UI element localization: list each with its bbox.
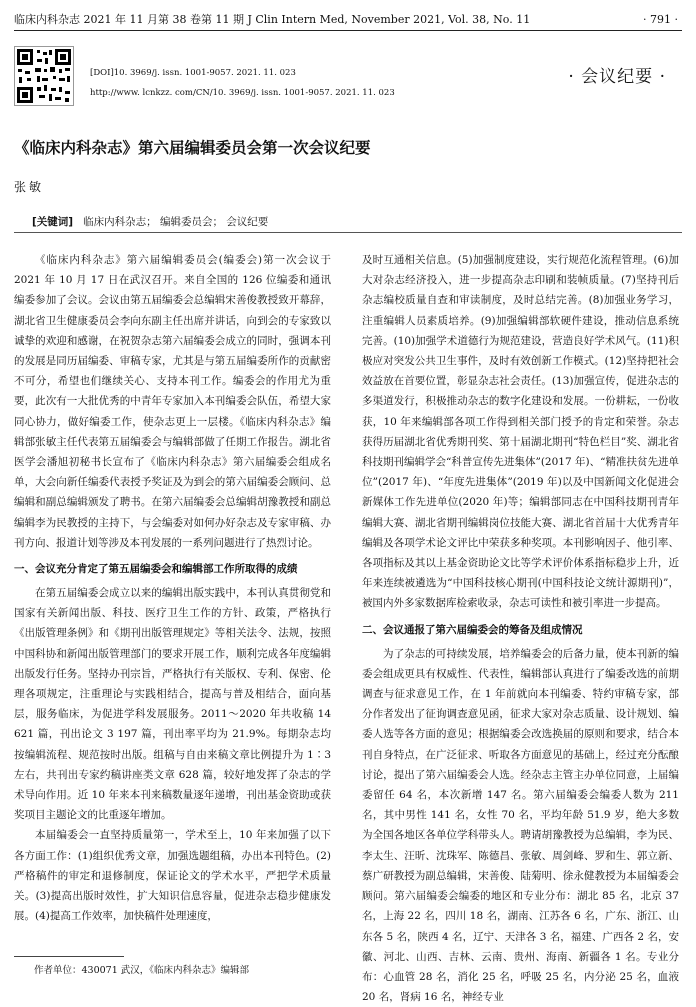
section-tag: · 会议纪要 · [568,67,666,87]
page-number: · 791 · [643,13,678,26]
paragraph: 在第五届编委会成立以来的编辑出版实践中，本刊认真贯彻党和国家有关新闻出版、科技、医疗卫生工作的方针、政策，严格执行《出版管理条例》和《期刊出版管理规定》等相关法令、法规，按照中国科协和新闻出版管理部门的要求开展工作，顺利完成各年度编辑出版发行任务。坚持办刊宗旨，严格执行有关版权、专利、保密、伦理各项规定，注重理论与实践相结合，提高与普及相结合，面向基层，服务临床，为促进学科发展服务。2011～2020 年共收稿 14 621 篇，刊出论文 3 197 篇，刊出率平均为 21.9%。每期杂志均按编辑流程、规范按时出版。组稿与自由来稿文章比例提升为 1∶3 左右，共刊出专家约稿讲座类文章 628 篇，较好地发挥了杂志的学术导向作用。近 10 年来本刊来稿数量逐年递增，刊出基金资助或获奖项目主题论文的比重逐年增加。 [14,587,331,822]
paragraph: 《临床内科杂志》第六届编辑委员会(编委会)第一次会议于 2021 年 10 月 17 日在武汉召开。来自全国的 126 位编委和通讯编委参加了会议。会议由第五届编委会总编辑宋善俊教授致开幕辞，湖北省卫生健康委员会李向东副主任出席并讲话，向到会的专家致以诚挚的欢迎和感谢，在祝贺杂志第六届编委会成立的同时，强调本刊的发展是同历届编委、审稿专家，尤其是与第五届编委所作的贡献密不可分，希望也们继续关心、支持本刊工作。编委会的作用尤为重要，此次有一大批优秀的中青年专家加入本刊编委会队伍，希望大家同心协力，做好编委工作，使杂志更上一层楼。《临床内科杂志》编辑部张敏主任代表第五届编委会与编辑部做了任期工作报告。湖北省医学会潘旭初秘书长宣布了《临床内科杂志》第六届编委会组成名单，大会向新任编委代表授予奖证及为到会的第六届编委会顾问、总编辑和副总编辑颁发了聘书。在第六届编委会总编辑胡豫教授和副总编辑李为民教授的主持下，与会编委对如何办好杂志及专家审稿、办刊方向、报道计划等涉及本刊发展的一系列问题进行了热烈讨论。 [14,254,331,549]
section-heading: 一、会议充分肯定了第五届编委会和编辑部工作所取得的成绩 [14,563,298,576]
paragraph: 及时互通相关信息。(5)加强制度建设，实行规范化流程管理。(6)加大对杂志经济投入，进一步提高杂志印刷和装帧质量。(7)坚持刊后杂志编校质量自查和审读制度，及时总结完善。(8)加强业务学习，注重编辑人员素质培养。(9)加强编辑部软硬件建设，推动信息系统完善。(10)加强学术道德行为规范建设，营造良好学术风气。(11)积极应对突发公共卫生事件，及时有效创新工作模式。(12)坚持把社会效益放在首要位置，彰显杂志社会责任。(13)加强宣传，促进杂志的多渠道发行，积极推动杂志的数字化建设和发展。一份耕耘，一份收获，10 年来编辑部各项工作得到相关部门授予的肯定和荣誉。杂志获得历届湖北省优秀期刊奖、第十届湖北期刊“特色栏目”奖、湖北省科技期刊编辑学会“科普宣传先进集体”(2017 年)、“精准扶贫先进单位”(2017 年)、“年度先进集体”(2019 年)以及中国新闻文化促进会新媒体工作先进单位(2020 年)等；编辑部同志在中国科技期刊青年编辑大赛、湖北省期刊编辑岗位技能大赛、湖北省首届十大优秀青年编辑及各项学术论文评比中荣获多种奖项。本刊影响因子、他引率、各项指标及其以上基金资助论文比等学术评价体系指标稳步上升，近年来连续被遴选为“中国科技核心期刊(中国科技论文统计源期刊)”，被国内外多家数据库检索收录，杂志可读性和被引率进一步提高。 [362,254,679,610]
url-line: http://www. lcnkzz. com/CN/10. 3969/j. issn. 1001-9057. 2021. 11. 023 [90,88,395,98]
keywords [32,214,268,229]
footnote: 作者单位：430071 武汉，《临床内科杂志》编辑部 [34,965,250,976]
doi-line: [DOI]10. 3969/j. issn. 1001-9057. 2021. 11. 023 [90,68,296,78]
qr-code-icon [14,46,74,106]
left-column [14,250,331,927]
author-name: 张敏 [14,180,45,194]
keywords-label: [关键词] [32,216,74,228]
right-column [362,250,679,1007]
journal-line: 临床内科杂志 2021 年 11 月第 38 卷第 11 期 J Clin Intern Med, November 2021, Vol. 38, No. 11 [14,13,531,26]
article-title: 《临床内科杂志》第六届编辑委员会第一次会议纪要 [14,139,371,157]
paragraph: 为了杂志的可持续发展，培养编委会的后备力量，使本刊新的编委会组成更具有权威性、代表性，编辑部认真进行了编委改选的前期调查与征求意见工作，在 1 年前就向本刊编委、特约审稿专家，部分作者发出了征询调查意见函，征求大家对杂志质量、设计规划、编委人选等各方面的意见；根据编委会改选换届的原则和要求，结合本刊自身特点，在广泛征求、听取各方面意见的基础上，经过充分酝酿讨论，提出了第六届编委会人选。经杂志主管主办单位同意，上届编委留任 64 名，本次新增 147 名。第六届编委会编委人数为 211 名，其中男性 141 名，女性 70 名，平均年龄 51.9 岁，绝大多数为全国各地区各单位学科带头人。聘请胡豫教授为总编辑，李为民、李太生、汪昕、沈珠军、陈德昌、张敏、周剑峰、罗和生、郭立新、蔡广研教授为副总编辑，宋善俊、陆菊明、徐永健教授为本届编委会顾问。第六届编委会编委的地区和专业分布：湖北 85 名，北京 37 名，上海 22 名，四川 18 名，湖南、江苏各 6 名，广东、浙江、山东各 5 名，陕西 4 名，辽宁、天津各 3 名，福建、广西各 2 名，安徽、河北、山西、吉林、云南、贵州、海南、新疆各 1 名。专业分布：心血管 28 名，消化 25 名，呼吸 25 名，内分泌 25 名，血液 20 名，肾病 16 名，神经专业 [362,647,679,1004]
keywords-text: 临床内科杂志； 编辑委员会； 会议纪要 [83,216,269,228]
running-header [14,10,682,31]
footnote-divider [14,956,124,957]
divider [14,232,682,233]
paragraph: 本届编委会一直坚持质量第一，学术至上，10 年来加强了以下各方面工作：(1)组织优秀文章，加强选题组稿，办出本刊特色。(2)严格稿件的审定和退修制度，保证论文的学术水平，严把学术质量关。(3)提高出版时效性，扩大知识信息容量，促进杂志稳步健康发展。(4)提高工作效率，加快稿件处理速度， [14,829,331,923]
section-heading: 二、会议通报了第六届编委会的筹备及组成情况 [362,623,583,636]
